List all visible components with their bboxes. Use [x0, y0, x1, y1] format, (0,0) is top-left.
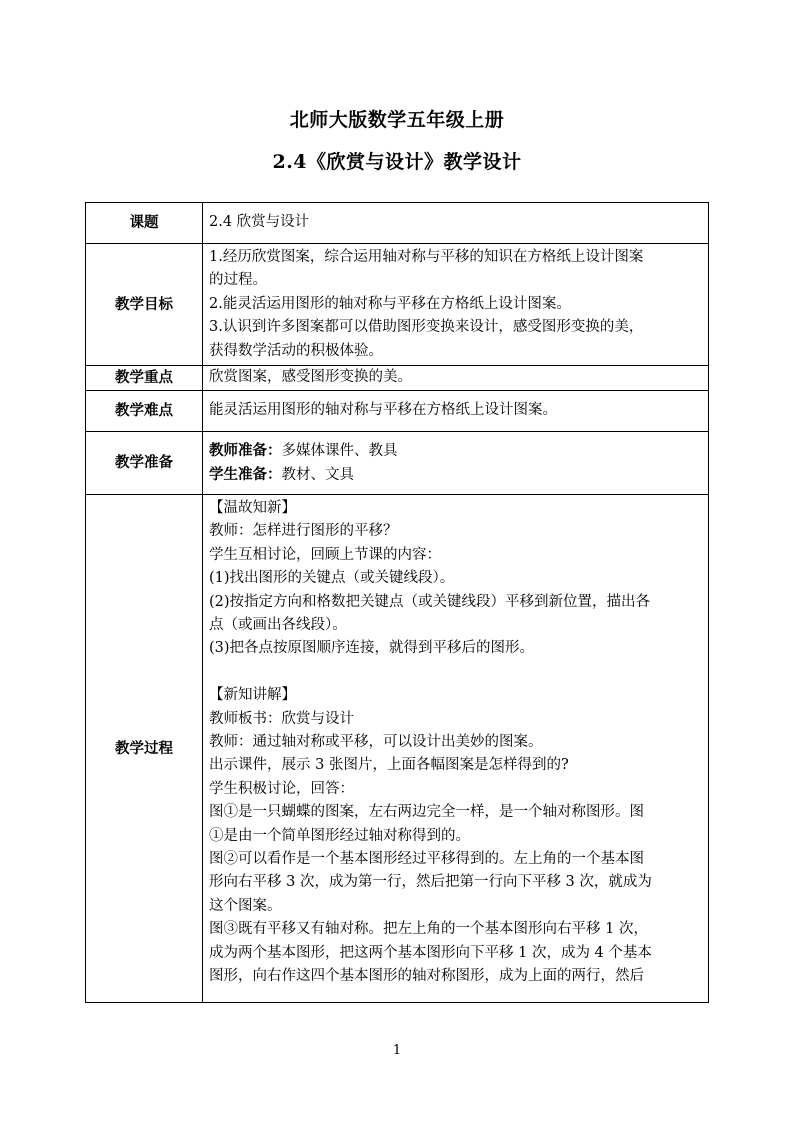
- label-key-points: 教学重点: [86, 366, 203, 391]
- process-text: [209, 497, 702, 997]
- value-process: [203, 495, 709, 1003]
- process-line: 这个图案。: [209, 897, 282, 914]
- process-line: 形向右平移 3 次，成为第一行，然后把第一行向下平移 3 次，就成为: [209, 874, 652, 891]
- teacher-prep-value: 多媒体课件、教具: [281, 442, 398, 459]
- lesson-plan-table: [85, 202, 709, 1003]
- goal-line: 3.认识到许多图案都可以借助图形变换来设计，感受图形变换的美，: [209, 319, 644, 336]
- label-goals: 教学目标: [86, 244, 203, 366]
- process-line: (2)按指定方向和格数把关键点（或关键线段）平移到新位置，描出各: [209, 593, 651, 610]
- value-goals: [203, 244, 709, 366]
- process-line: (1)找出图形的关键点（或关键线段）。: [209, 570, 455, 587]
- process-line: 【温故知新】: [209, 500, 296, 516]
- value-topic: 2.4 欣赏与设计: [203, 203, 709, 244]
- student-prep-label: 学生准备：: [209, 466, 282, 483]
- page-number: 1: [392, 1043, 402, 1058]
- value-preparation: [203, 432, 709, 495]
- row-preparation: [86, 432, 709, 495]
- goal-line: 获得数学活动的积极体验。: [209, 342, 383, 359]
- value-difficulties: 能灵活运用图形的轴对称与平移在方格纸上设计图案。: [203, 391, 709, 432]
- row-topic: [86, 203, 709, 244]
- label-topic: 课题: [86, 203, 203, 244]
- label-difficulties: 教学难点: [86, 391, 203, 432]
- value-key-points: 欣赏图案，感受图形变换的美。: [203, 366, 709, 391]
- label-process: 教学过程: [86, 495, 203, 1003]
- process-line: ①是由一个简单图形经过轴对称得到的。: [209, 827, 470, 844]
- teacher-prep-label: 教师准备：: [209, 441, 282, 459]
- process-line: 成为两个基本图形，把这两个基本图形向下平移 1 次，成为 4 个基本: [209, 944, 652, 961]
- label-preparation: 教学准备: [86, 432, 203, 495]
- row-difficulties: [86, 391, 709, 432]
- process-line: 图①是一只蝴蝶的图案，左右两边完全一样，是一个轴对称图形。图: [209, 804, 644, 821]
- doc-subtitle: 2.4《欣赏与设计》教学设计: [272, 151, 522, 173]
- goal-line: 的过程。: [209, 272, 267, 289]
- process-line: [209, 661, 702, 684]
- process-line: 学生互相讨论，回顾上节课的内容：: [209, 546, 441, 563]
- process-line: 点（或画出各线段）。: [209, 617, 347, 634]
- process-line: 图③既有平移又有轴对称。把左上角的一个基本图形向右平移 1 次，: [209, 921, 648, 938]
- process-line: (3)把各点按原图顺序连接，就得到平移后的图形。: [209, 640, 535, 657]
- process-line: 教师板书：欣赏与设计: [209, 710, 354, 727]
- row-key-points: [86, 366, 709, 391]
- process-line: 【新知讲解】: [209, 687, 296, 704]
- row-process: [86, 495, 709, 1003]
- process-line: 教师：怎样进行图形的平移？: [209, 523, 398, 540]
- student-prep-value: 教材、文具: [281, 467, 354, 483]
- doc-title: 北师大版数学五年级上册: [289, 109, 505, 131]
- row-goals: [86, 244, 709, 366]
- goal-line: 2.能灵活运用图形的轴对称与平移在方格纸上设计图案。: [209, 295, 571, 312]
- process-line: 图形，向右作这四个基本图形的轴对称图形，成为上面的两行，然后: [209, 968, 644, 985]
- teacher-prep: [209, 439, 702, 463]
- process-line: 教师：通过轴对称或平移，可以设计出美妙的图案。: [209, 734, 543, 751]
- process-line: 学生积极讨论，回答：: [209, 780, 354, 797]
- process-line: 出示课件，展示 3 张图片，上面各幅图案是怎样得到的?: [209, 757, 569, 774]
- goal-line: 1.经历欣赏图案，综合运用轴对称与平移的知识在方格纸上设计图案: [209, 248, 644, 265]
- student-prep: [209, 463, 702, 487]
- process-line: 图②可以看作是一个基本图形经过平移得到的。左上角的一个基本图: [209, 851, 644, 868]
